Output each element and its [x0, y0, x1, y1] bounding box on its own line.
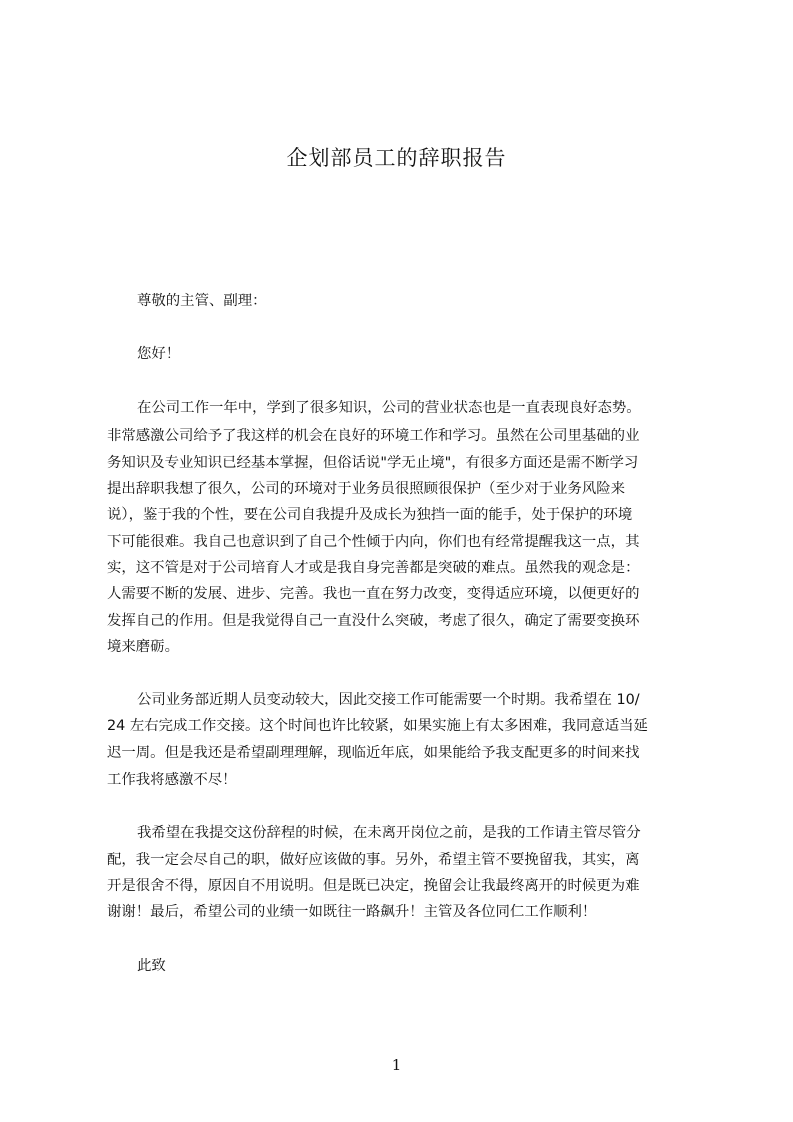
paragraph-3-line-1: 我希望在我提交这份辞程的时候，在未离开岗位之前，是我的工作请主管尽管分 [137, 825, 641, 841]
paragraph-2-line-2: 24 左右完成工作交接。这个时间也许比较紧，如果实施上有太多困难，我同意适当延 [107, 718, 648, 734]
paragraph-3-line-2: 配，我一定会尽自己的职，做好应该做的事。另外，希望主管不要挽留我，其实，离 [107, 852, 640, 868]
greeting: 您好！ [137, 346, 181, 362]
paragraph-1-line-2: 非常感激公司给予了我这样的机会在良好的环境工作和学习。虽然在公司里基础的业 [107, 428, 640, 444]
paragraph-1-line-3: 务知识及专业知识已经基本掌握，但俗话说"学无止境"，有很多方面还是需不断学习 [107, 455, 639, 471]
paragraph-1-line-10: 境来磨砺。 [107, 639, 179, 655]
paragraph-1-line-4: 提出辞职我想了很久，公司的环境对于业务员很照顾很保护（至少对于业务风险来 [107, 481, 626, 497]
paragraph-3-line-3: 开是很舍不得，原因自不用说明。但是既已决定，挽留会让我最终离开的时候更为难 [107, 878, 640, 894]
paragraph-2-line-3: 迟一周。但是我还是希望副理理解，现临近年底，如果能给予我支配更多的时间来找 [107, 745, 640, 761]
paragraph-3-line-4: 谢谢！最后，希望公司的业绩一如既往一路飙升！主管及各位同仁工作顺利！ [107, 904, 597, 920]
paragraph-1-line-5: 说），鉴于我的个性，要在公司自我提升及成长为独挡一面的能手，处于保护的环境 [107, 507, 633, 523]
salutation: 尊敬的主管、副理： [137, 293, 267, 309]
paragraph-1-line-9: 发挥自己的作用。但是我觉得自己一直没什么突破，考虑了很久，确定了需要变换环 [107, 613, 640, 629]
document-title: 企划部员工的辞职报告 [286, 146, 507, 170]
closing-text: 此致 [137, 958, 166, 974]
paragraph-2-line-1: 公司业务部近期人员变动较大，因此交接工作可能需要一个时期。我希望在 10/ [137, 692, 640, 708]
paragraph-1-line-7: 实，这不管是对于公司培育人才或是我自身完善都是突破的难点。虽然我的观念是： [107, 560, 640, 576]
paragraph-2-line-4: 工作我将感激不尽！ [107, 772, 237, 788]
paragraph-1-line-1: 在公司工作一年中，学到了很多知识，公司的营业状态也是一直表现良好态势。 [137, 400, 641, 416]
paragraph-1-line-6: 下可能很难。我自己也意识到了自己个性倾于内向，你们也有经常提醒我这一点，其 [107, 534, 640, 550]
page-number: 1 [391, 1056, 402, 1074]
paragraph-1-line-8: 人需要不断的发展、进步、完善。我也一直在努力改变，变得适应环境，以便更好的 [107, 586, 640, 602]
